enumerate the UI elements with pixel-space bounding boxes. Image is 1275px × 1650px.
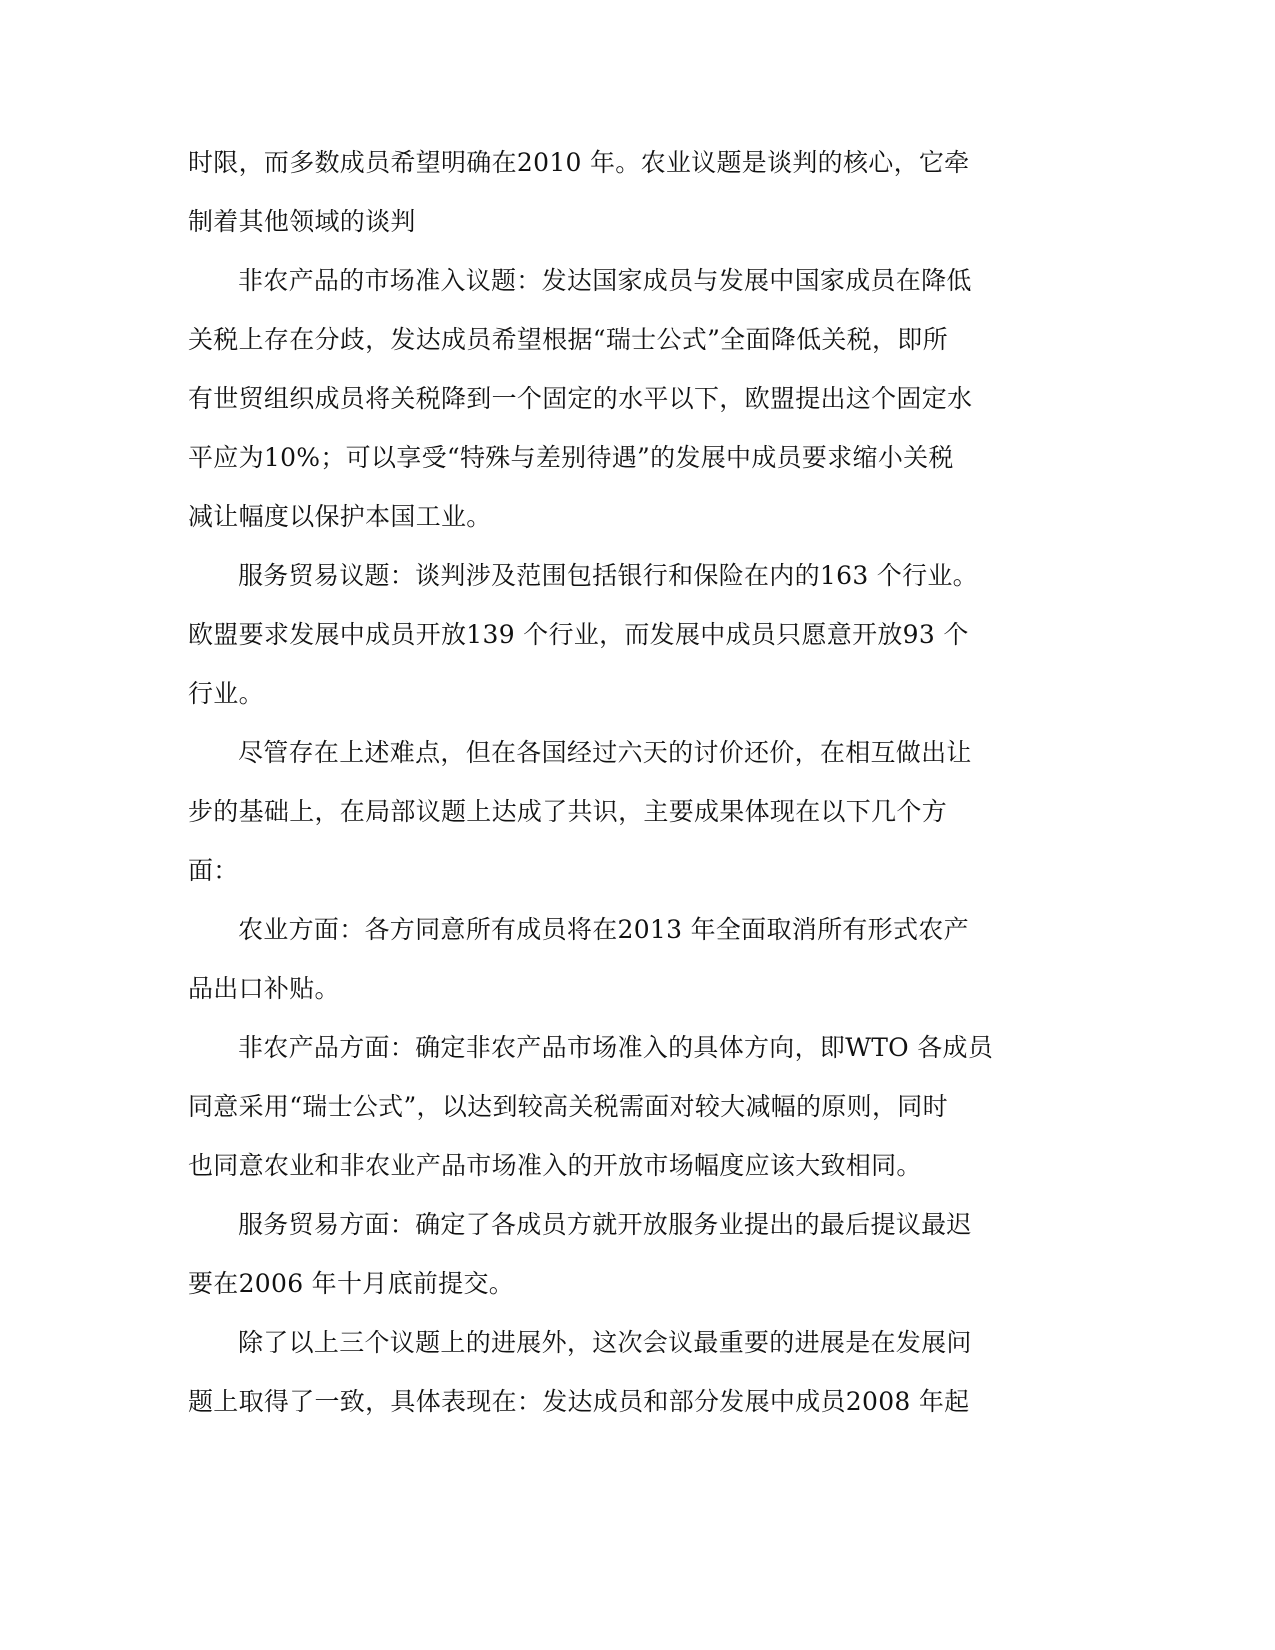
text-line: 平应为10%；可以享受“特殊与差别待遇”的发展中成员要求缩小关税 bbox=[188, 443, 954, 472]
paragraph-start-line: 尽管存在上述难点，但在各国经过六天的讨价还价，在相互做出让 bbox=[238, 738, 972, 767]
text-line: 有世贸组织成员将关税降到一个固定的水平以下，欧盟提出这个固定水 bbox=[188, 384, 973, 413]
paragraph-start-line: 除了以上三个议题上的进展外，这次会议最重要的进展是在发展问 bbox=[238, 1328, 972, 1357]
text-line: 行业。 bbox=[188, 679, 264, 708]
paragraph-start-line: 非农产品的市场准入议题：发达国家成员与发展中国家成员在降低 bbox=[238, 266, 972, 295]
text-line: 也同意农业和非农业产品市场准入的开放市场幅度应该大致相同。 bbox=[188, 1151, 922, 1180]
text-line: 减让幅度以保护本国工业。 bbox=[188, 502, 492, 531]
text-line: 同意采用“瑞士公式”，以达到较高关税需面对较大减幅的原则，同时 bbox=[188, 1092, 948, 1121]
text-line: 欧盟要求发展中成员开放139 个行业，而发展中成员只愿意开放93 个 bbox=[188, 620, 969, 649]
paragraph-start-line: 非农产品方面：确定非农产品市场准入的具体方向，即WTO 各成员 bbox=[238, 1033, 994, 1062]
text-line: 步的基础上，在局部议题上达成了共识，主要成果体现在以下几个方 bbox=[188, 797, 948, 826]
text-line: 面： bbox=[188, 856, 239, 885]
text-line: 要在2006 年十月底前提交。 bbox=[188, 1269, 515, 1298]
text-line: 制着其他领域的谈判 bbox=[188, 207, 416, 236]
text-line: 关税上存在分歧，发达成员希望根据“瑞士公式”全面降低关税，即所 bbox=[188, 325, 948, 354]
paragraph-start-line: 服务贸易议题：谈判涉及范围包括银行和保险在内的163 个行业。 bbox=[238, 561, 978, 590]
text-line: 品出口补贴。 bbox=[188, 974, 340, 1003]
paragraph-start-line: 农业方面：各方同意所有成员将在2013 年全面取消所有形式农产 bbox=[238, 915, 969, 944]
paragraph-start-line: 服务贸易方面：确定了各成员方就开放服务业提出的最后提议最迟 bbox=[238, 1210, 972, 1239]
text-line: 时限，而多数成员希望明确在2010 年。农业议题是谈判的核心，它牵 bbox=[188, 148, 970, 177]
text-line: 题上取得了一致，具体表现在：发达成员和部分发展中成员2008 年起 bbox=[188, 1387, 970, 1416]
